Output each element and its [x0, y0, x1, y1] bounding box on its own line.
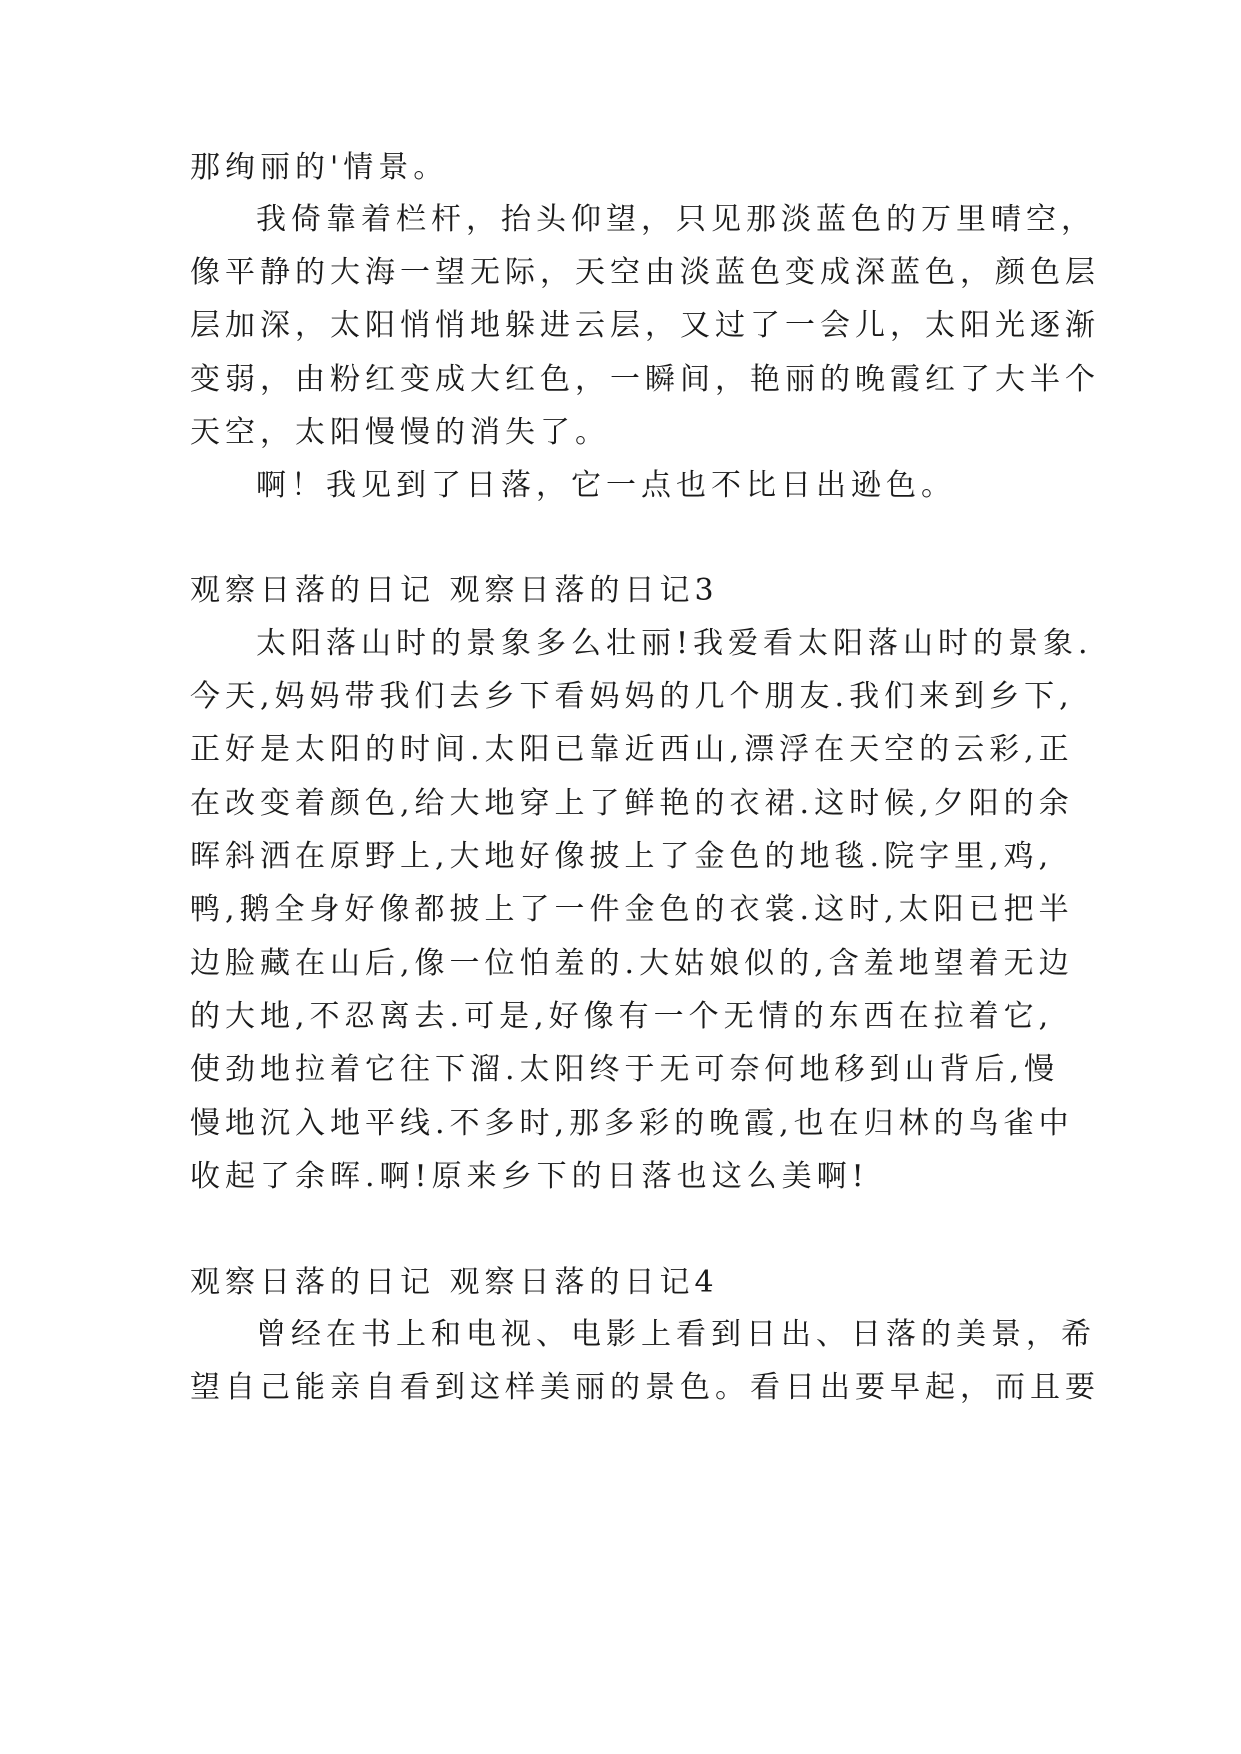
- paragraph-line: 正好是太阳的时间.太阳已靠近西山,漂浮在天空的云彩,正: [190, 732, 1074, 767]
- paragraph-line: 今天,妈妈带我们去乡下看妈妈的几个朋友.我们来到乡下,: [190, 679, 1074, 714]
- section-heading: 观察日落的日记 观察日落的日记4: [190, 1265, 719, 1300]
- paragraph-line: 使劲地拉着它往下溜.太阳终于无可奈何地移到山背后,慢: [190, 1052, 1060, 1087]
- paragraph-line: 啊！我见到了日落，它一点也不比日出逊色。: [256, 468, 956, 503]
- paragraph-line: 太阳落山时的景象多么壮丽!我爱看太阳落山时的景象.: [256, 626, 1093, 661]
- paragraph-line: 边脸藏在山后,像一位怕羞的.大姑娘似的,含羞地望着无边: [190, 946, 1074, 981]
- paragraph-line: 那绚丽的'情景。: [190, 150, 449, 185]
- paragraph-line: 望自己能亲自看到这样美丽的景色。看日出要早起，而且要: [190, 1370, 1100, 1405]
- paragraph-line: 鸭,鹅全身好像都披上了一件金色的衣裳.这时,太阳已把半: [190, 892, 1074, 927]
- paragraph-line: 在改变着颜色,给大地穿上了鲜艳的衣裙.这时候,夕阳的余: [190, 786, 1074, 821]
- paragraph-line: 我倚靠着栏杆，抬头仰望，只见那淡蓝色的万里晴空，: [256, 202, 1096, 237]
- paragraph-line: 变弱，由粉红变成大红色，一瞬间，艳丽的晚霞红了大半个: [190, 362, 1100, 397]
- paragraph-line: 像平静的大海一望无际，天空由淡蓝色变成深蓝色，颜色层: [190, 255, 1100, 290]
- paragraph-line: 慢地沉入地平线.不多时,那多彩的晚霞,也在归林的鸟雀中: [190, 1106, 1074, 1141]
- section-heading: 观察日落的日记 观察日落的日记3: [190, 573, 719, 608]
- paragraph-line: 层加深，太阳悄悄地躲进云层，又过了一会儿，太阳光逐渐: [190, 308, 1100, 343]
- paragraph-line: 曾经在书上和电视、电影上看到日出、日落的美景，希: [256, 1317, 1096, 1352]
- paragraph-line: 晖斜洒在原野上,大地好像披上了金色的地毯.院字里,鸡,: [190, 839, 1054, 874]
- paragraph-line: 的大地,不忍离去.可是,好像有一个无情的东西在拉着它,: [190, 999, 1054, 1034]
- paragraph-line: 收起了余晖.啊!原来乡下的日落也这么美啊!: [190, 1159, 869, 1194]
- paragraph-line: 天空，太阳慢慢的消失了。: [190, 415, 610, 450]
